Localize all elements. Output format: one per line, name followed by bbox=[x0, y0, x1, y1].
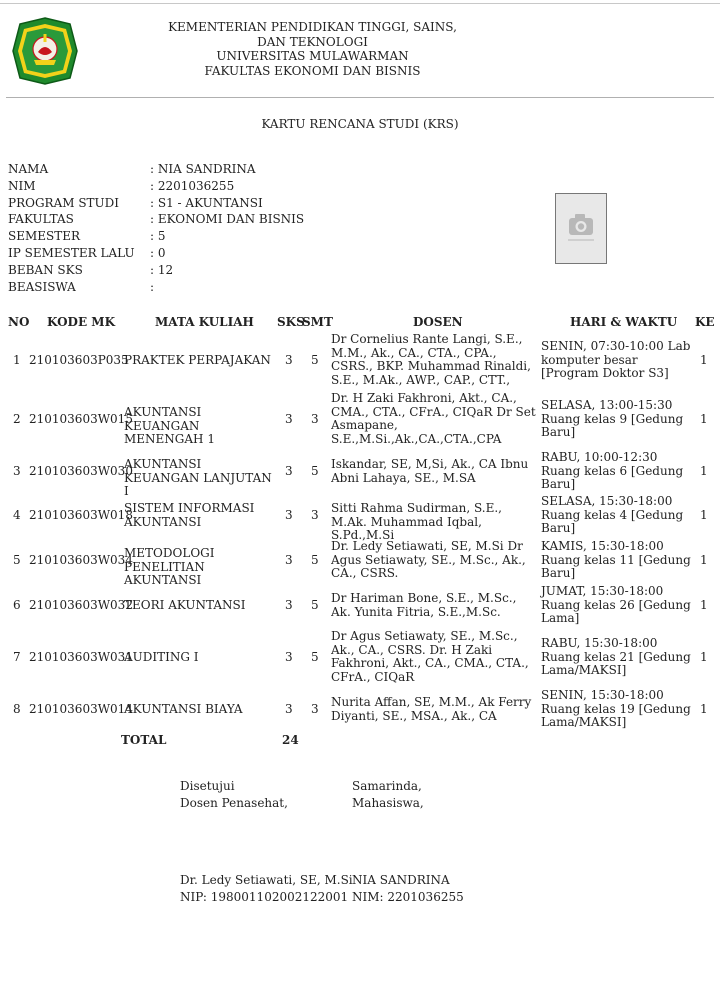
advisor-role: Dosen Penasehat, bbox=[180, 796, 288, 810]
field-label: NAMA bbox=[8, 162, 49, 176]
col-header-schedule: HARI & WAKTU bbox=[570, 315, 678, 329]
cell-no: 4 bbox=[13, 508, 21, 522]
cell-ke: 1 bbox=[700, 508, 708, 522]
cell-no: 1 bbox=[13, 353, 21, 367]
col-header-lecturer: DOSEN bbox=[413, 315, 463, 329]
cell-smt: 5 bbox=[311, 650, 319, 664]
top-border bbox=[0, 3, 720, 4]
header-divider bbox=[6, 97, 714, 98]
cell-smt: 5 bbox=[311, 553, 319, 567]
cell-sks: 3 bbox=[285, 553, 293, 567]
student-nim: NIM: 2201036255 bbox=[352, 890, 464, 904]
field-label: NIM bbox=[8, 178, 36, 193]
field-value: : 0 bbox=[150, 245, 166, 260]
cell-course: METODOLOGI PENELITIAN AKUNTANSI bbox=[124, 546, 215, 587]
col-header-course: MATA KULIAH bbox=[155, 315, 254, 329]
cell-ke: 1 bbox=[700, 353, 708, 367]
field-value: : bbox=[150, 279, 155, 294]
place-line: Samarinda, bbox=[352, 779, 422, 793]
cell-schedule: KAMIS, 15:30-18:00 Ruang kelas 11 [Gedung Baru] bbox=[541, 539, 691, 580]
cell-code: 210103603W015 bbox=[29, 412, 133, 426]
col-header-sks: SKS bbox=[277, 315, 305, 329]
advisor-name: Dr. Ledy Setiawati, SE, M.Si bbox=[180, 873, 353, 887]
cell-schedule: SENIN, 07:30-10:00 Lab komputer besar [Program Doktor S3] bbox=[541, 339, 691, 380]
cell-code: 210103603W014 bbox=[29, 702, 133, 716]
field-label: BEBAN SKS bbox=[8, 262, 83, 277]
cell-course: PRAKTEK PERPAJAKAN bbox=[124, 353, 271, 367]
field-label: BEASISWA bbox=[8, 279, 76, 294]
cell-schedule: SENIN, 15:30-18:00 Ruang kelas 19 [Gedung Lama/MAKSI] bbox=[541, 688, 691, 729]
cell-sks: 3 bbox=[285, 464, 293, 478]
cell-no: 7 bbox=[13, 650, 21, 664]
cell-no: 8 bbox=[13, 702, 21, 716]
cell-no: 2 bbox=[13, 412, 21, 426]
header-line: FAKULTAS EKONOMI DAN BISNIS bbox=[204, 63, 421, 78]
cell-lecturer: Dr. H Zaki Fakhroni, Akt., CA., CMA., CTA., CFrA., CIQaR Dr Set Asmapane, S.E.,M.Si.,Ak.,CA.,CTA.,CPA bbox=[331, 392, 536, 446]
cell-code: 210103603W030 bbox=[29, 464, 133, 478]
cell-ke: 1 bbox=[700, 702, 708, 716]
cell-no: 3 bbox=[13, 464, 21, 478]
cell-smt: 3 bbox=[311, 508, 319, 522]
total-label: TOTAL bbox=[121, 733, 167, 747]
cell-code: 210103603W031 bbox=[29, 650, 133, 664]
cell-sks: 3 bbox=[285, 598, 293, 612]
cell-course: SISTEM INFORMASI AKUNTANSI bbox=[124, 501, 255, 529]
field-value: : 2201036255 bbox=[150, 178, 235, 193]
student-approval bbox=[352, 778, 424, 812]
cell-course: AUDITING I bbox=[124, 650, 199, 664]
field-value: : S1 - AKUNTANSI bbox=[150, 195, 263, 210]
cell-course: AKUNTANSI KEUANGAN MENENGAH 1 bbox=[124, 405, 215, 446]
cell-lecturer: Dr Hariman Bone, S.E., M.Sc., Ak. Yunita Fitria, S.E.,M.Sc. bbox=[331, 592, 517, 619]
cell-course: TEORI AKUNTANSI bbox=[124, 598, 246, 612]
header-line: KEMENTERIAN PENDIDIKAN TINGGI, SAINS, bbox=[168, 20, 457, 34]
cell-ke: 1 bbox=[700, 464, 708, 478]
cell-code: 210103603W018 bbox=[29, 508, 133, 522]
institution-header bbox=[150, 20, 475, 78]
advisor-approval bbox=[180, 778, 288, 812]
cell-ke: 1 bbox=[700, 598, 708, 612]
col-header-code: KODE MK bbox=[47, 315, 116, 329]
student-name: NIA SANDRINA bbox=[352, 873, 450, 887]
cell-lecturer: Sitti Rahma Sudirman, S.E., M.Ak. Muhammad Iqbal, S.Pd.,M.Si bbox=[331, 502, 502, 542]
cell-course: AKUNTANSI BIAYA bbox=[124, 702, 243, 716]
cell-code: 210103603P035 bbox=[29, 353, 129, 367]
cell-lecturer: Iskandar, SE, M,Si, Ak., CA Ibnu Abni Lahaya, SE., M.SA bbox=[331, 458, 529, 485]
field-label: FAKULTAS bbox=[8, 212, 74, 227]
field-value: : EKONOMI DAN BISNIS bbox=[150, 212, 305, 227]
cell-smt: 3 bbox=[311, 702, 319, 716]
cell-smt: 5 bbox=[311, 353, 319, 367]
university-seal-icon bbox=[10, 16, 80, 86]
cell-smt: 5 bbox=[311, 598, 319, 612]
cell-ke: 1 bbox=[700, 650, 708, 664]
cell-schedule: JUMAT, 15:30-18:00 Ruang kelas 26 [Gedung Lama] bbox=[541, 584, 691, 625]
cell-schedule: SELASA, 13:00-15:30 Ruang kelas 9 [Gedung Baru] bbox=[541, 398, 684, 439]
cell-schedule: RABU, 10:00-12:30 Ruang kelas 6 [Gedung Baru] bbox=[541, 450, 684, 491]
cell-sks: 3 bbox=[285, 412, 293, 426]
col-header-smt: SMT bbox=[302, 315, 333, 329]
camera-placeholder-icon bbox=[556, 194, 606, 263]
cell-sks: 3 bbox=[285, 702, 293, 716]
advisor-signature bbox=[180, 872, 353, 906]
field-value: : 12 bbox=[150, 262, 174, 277]
cell-ke: 1 bbox=[700, 553, 708, 567]
cell-schedule: SELASA, 15:30-18:00 Ruang kelas 4 [Gedung Baru] bbox=[541, 494, 684, 535]
cell-lecturer: Nurita Affan, SE, M.M., Ak Ferry Diyanti, SE., MSA., Ak., CA bbox=[331, 696, 532, 723]
cell-code: 210103603W032 bbox=[29, 598, 133, 612]
cell-no: 5 bbox=[13, 553, 21, 567]
header-line: DAN TEKNOLOGI bbox=[257, 34, 368, 49]
field-label: SEMESTER bbox=[8, 229, 81, 244]
advisor-nip: NIP: 198001102002122001 bbox=[180, 890, 349, 904]
student-role: Mahasiswa, bbox=[352, 796, 424, 810]
cell-course: AKUNTANSI KEUANGAN LANJUTAN I bbox=[124, 457, 272, 498]
field-value: : NIA SANDRINA bbox=[150, 162, 256, 176]
cell-smt: 3 bbox=[311, 412, 319, 426]
col-header-no: NO bbox=[8, 315, 30, 329]
cell-smt: 5 bbox=[311, 464, 319, 478]
cell-lecturer: Dr Agus Setiawaty, SE., M.Sc., Ak., CA., CSRS. Dr. H Zaki Fakhroni, Akt., CA., CMA., CTA., CFrA., CIQaR bbox=[331, 630, 529, 684]
cell-no: 6 bbox=[13, 598, 21, 612]
cell-ke: 1 bbox=[700, 412, 708, 426]
cell-lecturer: Dr Cornelius Rante Langi, S.E., M.M., Ak., CA., CTA., CPA., CSRS., BKP. Muhammad Rinaldi, S.E., M.Ak., AWP., CAP., CTT., bbox=[331, 333, 531, 387]
cell-sks: 3 bbox=[285, 353, 293, 367]
field-label: PROGRAM STUDI bbox=[8, 195, 120, 210]
student-signature bbox=[352, 872, 464, 906]
document-title: KARTU RENCANA STUDI (KRS) bbox=[261, 117, 459, 131]
header-line: UNIVERSITAS MULAWARMAN bbox=[216, 49, 409, 63]
col-header-ke: KE bbox=[695, 315, 715, 329]
field-label: IP SEMESTER LALU bbox=[8, 245, 135, 260]
cell-sks: 3 bbox=[285, 508, 293, 522]
cell-lecturer: Dr. Ledy Setiawati, SE, M.Si Dr Agus Setiawaty, SE., M.Sc., Ak., CA., CSRS. bbox=[331, 540, 526, 580]
field-value: : 5 bbox=[150, 229, 166, 244]
approval-line: Disetujui bbox=[180, 779, 235, 793]
cell-sks: 3 bbox=[285, 650, 293, 664]
total-sks: 24 bbox=[282, 733, 299, 747]
cell-schedule: RABU, 15:30-18:00 Ruang kelas 21 [Gedung Lama/MAKSI] bbox=[541, 636, 691, 677]
student-photo bbox=[555, 193, 607, 264]
cell-code: 210103603W034 bbox=[29, 553, 133, 567]
